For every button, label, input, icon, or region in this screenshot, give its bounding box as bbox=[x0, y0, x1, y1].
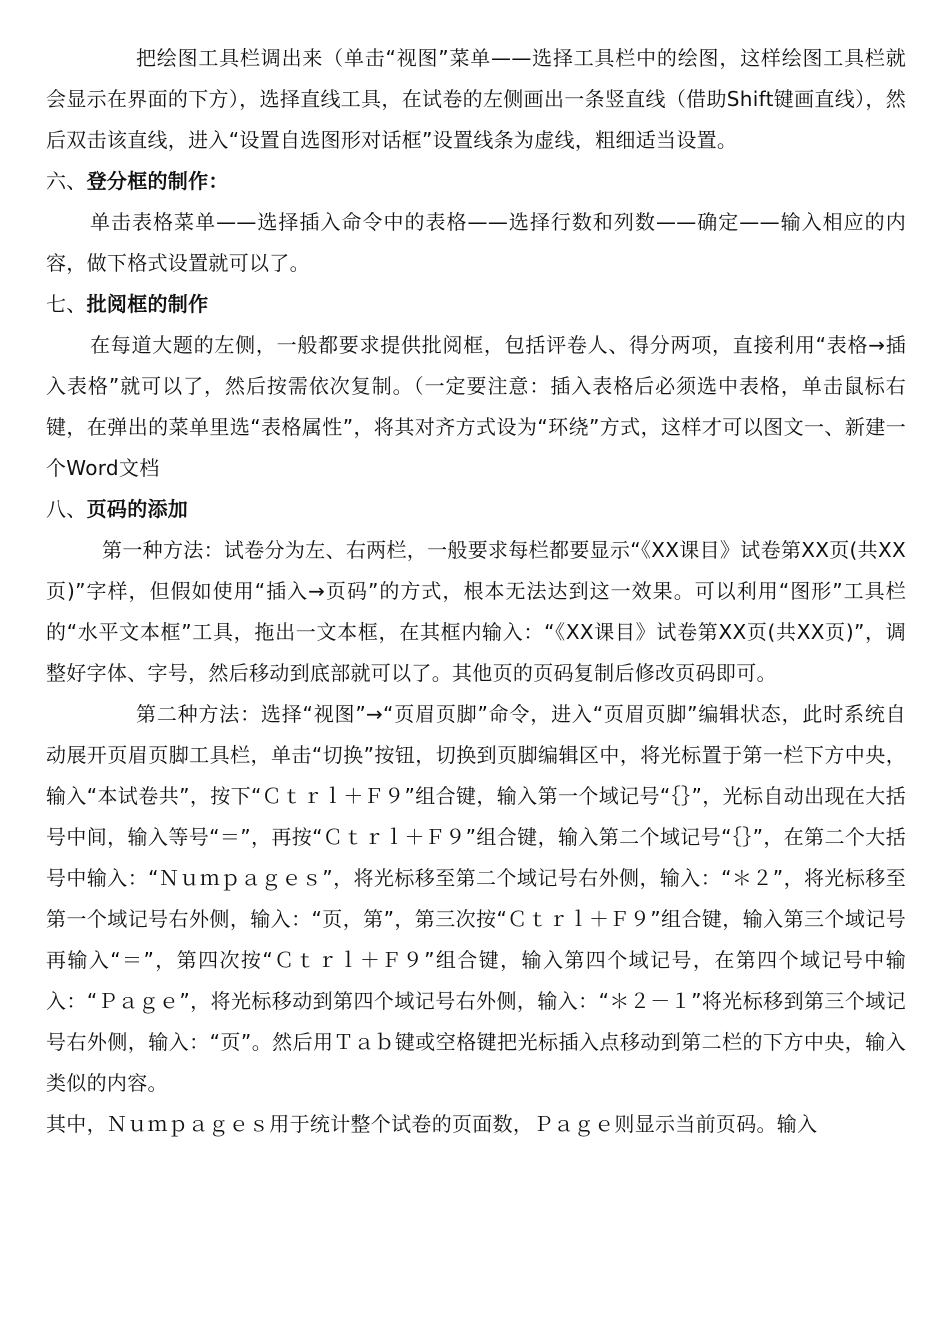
paragraph-score-box: 单击表格菜单——选择插入命令中的表格——选择行数和列数——确定——输入相应的内容，做下格式设置就可以了。 bbox=[46, 210, 906, 275]
heading-text: 登分框的制作： bbox=[86, 169, 229, 193]
paragraph-method-one: 第一种方法：试卷分为左、右两栏，一般要求每栏都要显示“《XX课目》试卷第XX页(共XX页)”字样，但假如使用“插入→页码”的方式，根本无法达到这一效果。可以利用“图形”工具栏的“水平文本框”工具，拖出一文本框，在其框内输入：“《XX课目》试卷第XX页(共XX页)”，调整好字体、字号，然后移动到底部就可以了。其他页的页码复制后修改页码即可。 bbox=[46, 538, 906, 685]
heading-text: 批阅框的制作 bbox=[86, 292, 209, 316]
heading-score-box bbox=[46, 161, 906, 202]
heading-review-box bbox=[46, 284, 906, 325]
heading-number: 六、 bbox=[46, 169, 87, 193]
paragraph-draw-toolbar: 把绘图工具栏调出来（单击“视图”菜单——选择工具栏中的绘图，这样绘图工具栏就会显示在界面的下方），选择直线工具，在试卷的左侧画出一条竖直线（借助Shift键画直线），然后双击该直线，进入“设置自选图形对话框”设置线条为虚线，粗细适当设置。 bbox=[46, 46, 906, 152]
paragraph-review-box: 在每道大题的左侧，一般都要求提供批阅框，包括评卷人、得分两项，直接利用“表格→插入表格”就可以了，然后按需依次复制。（一定要注意：插入表格后必须选中表格，单击鼠标右键，在弹出的菜单里选“表格属性”，将其对齐方式设为“环绕”方式，这样才可以图文一、新建一个Word文档 bbox=[46, 333, 906, 480]
heading-number: 八、 bbox=[46, 497, 87, 521]
heading-number: 七、 bbox=[46, 292, 87, 316]
heading-page-number bbox=[46, 489, 906, 530]
paragraph-explanation: 其中，Ｎｕｍｐａｇｅｓ用于统计整个试卷的页面数，Ｐａｇｅ则显示当前页码。输入 bbox=[46, 1112, 818, 1136]
heading-text: 页码的添加 bbox=[86, 497, 189, 521]
paragraph-method-two: 第二种方法：选择“视图”→“页眉页脚”命令，进入“页眉页脚”编辑状态，此时系统自动展开页眉页脚工具栏，单击“切换”按钮，切换到页脚编辑区中，将光标置于第一栏下方中央，输入“本试卷共”，按下“Ｃｔｒｌ＋Ｆ９”组合键，输入第一个域记号“｛｝”，光标自动出现在大括号中间，输入等号“＝”，再按“Ｃｔｒｌ＋Ｆ９”组合键，输入第二个域记号“｛｝”，在第二个大括号中输入：“Ｎｕｍｐａｇｅｓ”，将光标移至第二个域记号右外侧，输入：“＊２”，将光标移至第一个域记号右外侧，输入：“页，第”，第三次按“Ｃｔｒｌ＋Ｆ９”组合键，输入第三个域记号再输入“＝”，第四次按“Ｃｔｒｌ＋Ｆ９”组合键，输入第四个域记号，在第四个域记号中输入：“Ｐａｇｅ”，将光标移动到第四个域记号右外侧，输入：“＊２－１”将光标移到第三个域记号右外侧，输入：“页”。然后用Ｔａｂ键或空格键把光标插入点移动到第二栏的下方中央，输入类似的内容。 bbox=[46, 702, 906, 1095]
